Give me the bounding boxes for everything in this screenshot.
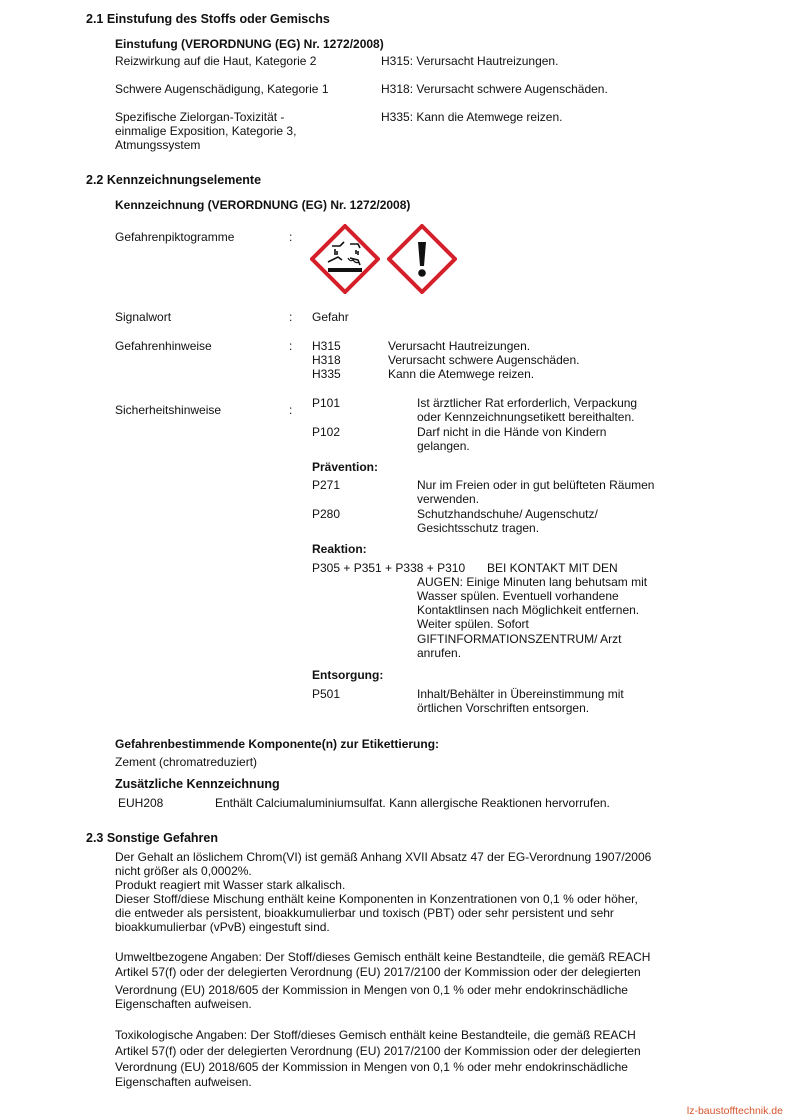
classification-row-3-left-line-3: Atmungssystem xyxy=(115,138,201,152)
hazard-components-label: Gefahrenbestimmende Komponente(n) zur Etikettierung: xyxy=(115,737,440,751)
p501-text-line-1: Inhalt/Behälter in Übereinstimmung mit xyxy=(417,687,624,701)
p305-text-line-3: Kontaktlinsen nach Möglichkeit entfernen. xyxy=(417,603,640,617)
toxicological-info-line-1: Toxikologische Angaben: Der Stoff/dieses Gemisch enthält keine Bestandteile, die gemäß REACH xyxy=(115,1028,636,1042)
other-hazards-p1-line-6: bioakkumulierbar (vPvB) eingestuft sind. xyxy=(115,920,330,934)
toxicological-info-line-2: Artikel 57(f) oder der delegierten Verordnung (EU) 2017/2100 der Kommission oder der delegierten xyxy=(115,1044,641,1058)
p102-text-line-1: Darf nicht in die Hände von Kindern xyxy=(417,425,607,439)
toxicological-info-line-3: Verordnung (EU) 2018/605 der Kommission in Mengen von 0,1 % oder mehr endokrinschädliche xyxy=(115,1060,628,1074)
p101-text-line-1: Ist ärztlicher Rat erforderlich, Verpackung xyxy=(417,396,638,410)
hazard-code-1: H315 xyxy=(312,339,341,353)
hazard-text-3: Kann die Atemwege reizen. xyxy=(388,367,535,381)
environmental-info-line-2: Artikel 57(f) oder der delegierten Verordnung (EU) 2017/2100 der Kommission oder der delegierten xyxy=(115,965,641,979)
classification-row-3-right: H335: Kann die Atemwege reizen. xyxy=(381,110,563,124)
classification-row-2-left: Schwere Augenschädigung, Kategorie 1 xyxy=(115,82,329,96)
p280-code: P280 xyxy=(312,507,341,521)
hazard-text-2: Verursacht schwere Augenschäden. xyxy=(388,353,580,367)
section-2-2-title: 2.2 Kennzeichnungselemente xyxy=(86,173,262,187)
precautionary-statements-label: Sicherheitshinweise xyxy=(115,403,222,417)
euh208-code: EUH208 xyxy=(118,796,164,810)
signal-word-colon: : xyxy=(289,310,293,324)
hazard-code-2: H318 xyxy=(312,353,341,367)
pictograms-label: Gefahrenpiktogramme xyxy=(115,230,235,244)
p305-text-line-2: Wasser spülen. Eventuell vorhandene xyxy=(417,589,619,603)
euh208-text: Enthält Calciumaluminiumsulfat. Kann allergische Reaktionen hervorrufen. xyxy=(215,796,610,810)
p271-text-line-1: Nur im Freien oder in gut belüfteten Räumen xyxy=(417,478,655,492)
environmental-info-line-4: Eigenschaften aufweisen. xyxy=(115,997,252,1011)
pictograms-colon: : xyxy=(289,230,293,244)
signal-word-label: Signalwort xyxy=(115,310,172,324)
p305-text-line-4: Weiter spülen. Sofort xyxy=(417,617,529,631)
classification-row-3-left-line-1: Spezifische Zielorgan-Toxizität - xyxy=(115,110,285,124)
disposal-heading: Entsorgung: xyxy=(312,668,384,682)
p101-code: P101 xyxy=(312,396,341,410)
labelling-subtitle: Kennzeichnung (VERORDNUNG (EG) Nr. 1272/2008) xyxy=(115,198,411,212)
toxicological-info-line-4: Eigenschaften aufweisen. xyxy=(115,1075,252,1089)
corrosion-icon xyxy=(310,224,380,294)
classification-row-2-right: H318: Verursacht schwere Augenschäden. xyxy=(381,82,608,96)
p305-text-line-5: GIFTINFORMATIONSZENTRUM/ Arzt xyxy=(417,632,622,646)
other-hazards-p1-line-2: nicht größer als 0,0002%. xyxy=(115,864,252,878)
p101-text-line-2: oder Kennzeichnungsetikett bereithalten. xyxy=(417,410,635,424)
environmental-info-line-1: Umweltbezogene Angaben: Der Stoff/dieses Gemisch enthält keine Bestandteile, die gemäß REACH xyxy=(115,950,651,964)
p305-text-first: BEI KONTAKT MIT DEN xyxy=(487,561,618,575)
p305-text-line-1: AUGEN: Einige Minuten lang behutsam mit xyxy=(417,575,648,589)
exclamation-mark-icon xyxy=(387,224,457,294)
section-2-1-title: 2.1 Einstufung des Stoffs oder Gemischs xyxy=(86,12,330,26)
environmental-info-line-3: Verordnung (EU) 2018/605 der Kommission in Mengen von 0,1 % oder mehr endokrinschädliche xyxy=(115,983,628,997)
p271-text-line-2: verwenden. xyxy=(417,492,480,506)
hazard-component-value: Zement (chromatreduziert) xyxy=(115,755,258,769)
p305-code: P305 + P351 + P338 + P310 xyxy=(312,561,466,575)
hazard-text-1: Verursacht Hautreizungen. xyxy=(388,339,531,353)
classification-row-1-left: Reizwirkung auf die Haut, Kategorie 2 xyxy=(115,54,317,68)
p501-code: P501 xyxy=(312,687,341,701)
p102-text-line-2: gelangen. xyxy=(417,439,470,453)
classification-subtitle: Einstufung (VERORDNUNG (EG) Nr. 1272/2008) xyxy=(115,37,384,51)
hazard-code-3: H335 xyxy=(312,367,341,381)
precautionary-statements-colon: : xyxy=(289,403,293,417)
prevention-heading: Prävention: xyxy=(312,460,379,474)
p102-code: P102 xyxy=(312,425,341,439)
p280-text-line-1: Schutzhandschuhe/ Augenschutz/ xyxy=(417,507,598,521)
section-2-3-title: 2.3 Sonstige Gefahren xyxy=(86,831,218,845)
hazard-statements-label: Gefahrenhinweise xyxy=(115,339,212,353)
classification-row-1-right: H315: Verursacht Hautreizungen. xyxy=(381,54,559,68)
other-hazards-p1-line-4: Dieser Stoff/diese Mischung enthält keine Komponenten in Konzentrationen von 0,1 % oder höher, xyxy=(115,892,638,906)
other-hazards-p1-line-1: Der Gehalt an löslichem Chrom(VI) ist gemäß Anhang XVII Absatz 47 der EG-Verordnung 1907/2006 xyxy=(115,850,652,864)
additional-labelling-heading: Zusätzliche Kennzeichnung xyxy=(115,777,280,791)
response-heading: Reaktion: xyxy=(312,542,367,556)
p305-text-line-6: anrufen. xyxy=(417,646,462,660)
p280-text-line-2: Gesichtsschutz tragen. xyxy=(417,521,540,535)
p501-text-line-2: örtlichen Vorschriften entsorgen. xyxy=(417,701,590,715)
hazard-statements-colon: : xyxy=(289,339,293,353)
classification-row-3-left-line-2: einmalige Exposition, Kategorie 3, xyxy=(115,124,297,138)
other-hazards-p1-line-3: Produkt reagiert mit Wasser stark alkalisch. xyxy=(115,878,346,892)
footer-website: lz-baustofftechnik.de xyxy=(686,1105,783,1117)
other-hazards-p1-line-5: die entweder als persistent, bioakkumulierbar und toxisch (PBT) oder sehr persistent und sehr xyxy=(115,906,614,920)
signal-word-value: Gefahr xyxy=(312,310,349,324)
p271-code: P271 xyxy=(312,478,341,492)
